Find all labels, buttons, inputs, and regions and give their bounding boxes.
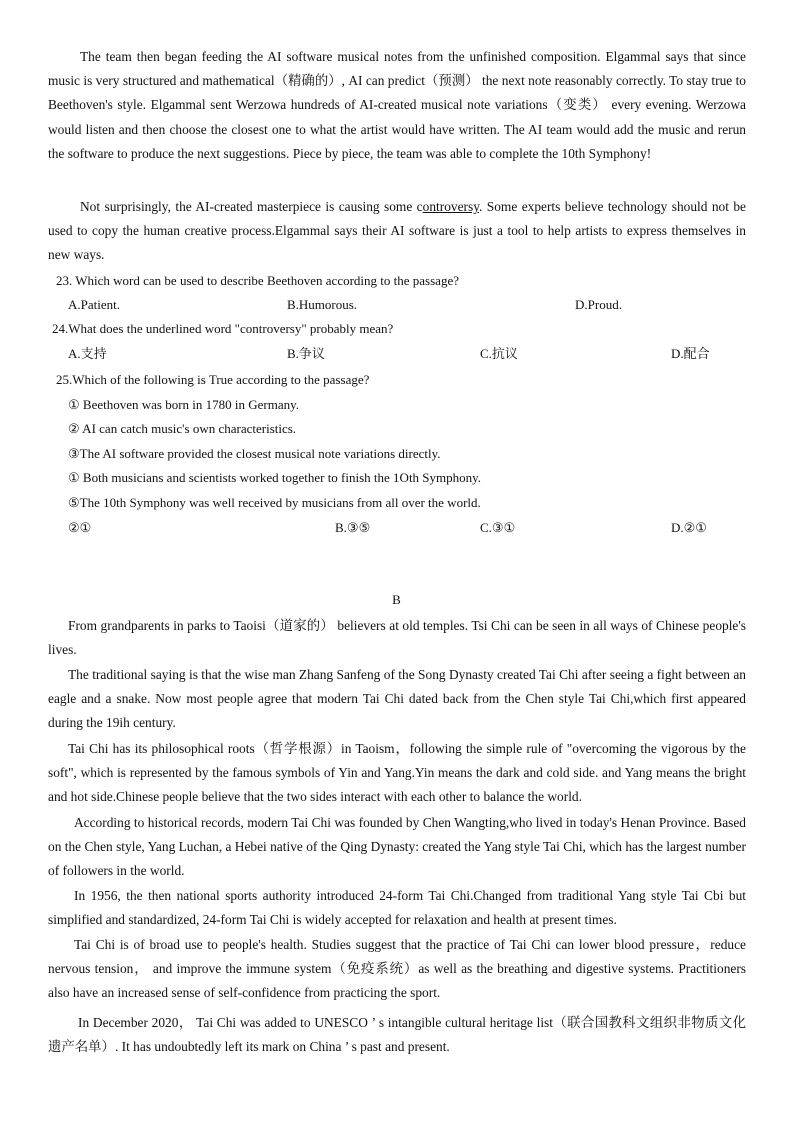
question-24-stem: 24.What does the underlined word "controversy" probably mean?: [52, 321, 394, 336]
paragraph-text: . Some experts believe technology should not be used to copy the human creative process.Elgammal says their AI software is just a tool to help artists to express themselves in new ways.: [48, 199, 746, 263]
question-25-option-a: ②①: [68, 520, 92, 535]
question-25-option-c: C.③①: [480, 520, 516, 535]
passage-b-paragraph-6: Tai Chi is of broad use to people's health. Studies suggest that the practice of Tai Chi can lower blood pressure，reduce nervous tension， and improve the immune system（免疫系统）as well as the breathing and digestive systems. Practitioners also have an increased sense of self-confidence from practicing the sport.: [48, 937, 746, 1001]
question-24-option-b: B.争议: [287, 346, 325, 361]
question-25-statement-5: ⑤The 10th Symphony was well received by musicians from all over the world.: [68, 495, 481, 510]
passage-a-paragraph-1: The team then began feeding the AI software musical notes from the unfinished composition. Elgammal says that since music is very structured and mathematical（精确的）, AI can predict（预测） the next note reasonably correctly. To stay true to Beethoven's style. Elgammal sent Werzowa hundreds of AI-created musical note variations（变类） every evening. Werzowa would listen and then choose the closest one to what the artist would have written. The AI team would add the music and rerun the software to produce the next suggestions. Piece by piece, the team was able to complete the 10th Symphony!: [48, 49, 746, 161]
passage-a-paragraph-2: [48, 195, 746, 268]
question-23-option-d: D.Proud.: [575, 297, 622, 312]
passage-b-paragraph-2: The traditional saying is that the wise man Zhang Sanfeng of the Song Dynasty created Tai Chi after seeing a fight between an eagle and a snake. Now most people agree that modern Tai Chi dated back from the Chen style Tai Chi,which first appeared during the 19ih century.: [48, 667, 746, 731]
paragraph-text: Not surprisingly, the AI-created masterpiece is causing some c: [80, 199, 423, 214]
question-24-option-a: A.支持: [68, 346, 107, 361]
question-24-option-d: D.配合: [671, 346, 710, 361]
question-25-option-b: B.③⑤: [335, 520, 371, 535]
section-b-heading: B: [392, 592, 401, 607]
question-25-statement-3: ③The AI software provided the closest musical note variations directly.: [68, 446, 441, 461]
question-25-statement-2: ② AI can catch music's own characteristics.: [68, 421, 297, 436]
underlined-word-controversy: ontroversy: [422, 199, 480, 214]
question-23-stem: 23. Which word can be used to describe Beethoven according to the passage?: [56, 273, 459, 288]
question-25-option-d: D.②①: [671, 520, 707, 535]
question-25-stem: 25.Which of the following is True according to the passage?: [56, 372, 370, 387]
passage-b-paragraph-1: From grandparents in parks to Taoisi（道家的） believers at old temples. Tsi Chi can be seen in all ways of Chinese people's lives.: [48, 618, 746, 658]
question-23-option-b: B.Humorous.: [287, 297, 358, 312]
question-25-statement-1: ① Beethoven was born in 1780 in Germany.: [68, 397, 300, 412]
passage-b-paragraph-5: In 1956, the then national sports authority introduced 24-form Tai Chi.Changed from traditional Yang style Tai Cbi but simplified and standardized, 24-form Tai Chi is widely accepted for relaxation and health at present times.: [48, 888, 746, 928]
passage-b-paragraph-4: According to historical records, modern Tai Chi was founded by Chen Wangting,who lived in today's Henan Province. Based on the Chen style, Yang Luchan, a Hebei native of the Qing Dynasty: created the Yang style Tai Chi, which has the largest number of followers in the world.: [48, 815, 746, 879]
question-24-option-c: C.抗议: [480, 346, 518, 361]
passage-b-paragraph-7: In December 2020， Tai Chi was added to UNESCO ’ s intangible cultural heritage list（联合国教科文组织非物质文化遗产名单）. It has undoubtedly left its mark on China ’ s past and present.: [48, 1015, 746, 1055]
passage-b-paragraph-3: Tai Chi has its philosophical roots（哲学根源）in Taoism，following the simple rule of "overcoming the vigorous by the soft", which is represented by the famous symbols of Yin and Yang.Yin means the dark and cold side. and Yang means the bright and hot side.Chinese people believe that the two sides interact with each other to balance the world.: [48, 741, 746, 805]
question-25-statement-4: ① Both musicians and scientists worked together to finish the 1Oth Symphony.: [68, 470, 482, 485]
question-23-option-a: A.Patient.: [68, 297, 120, 312]
